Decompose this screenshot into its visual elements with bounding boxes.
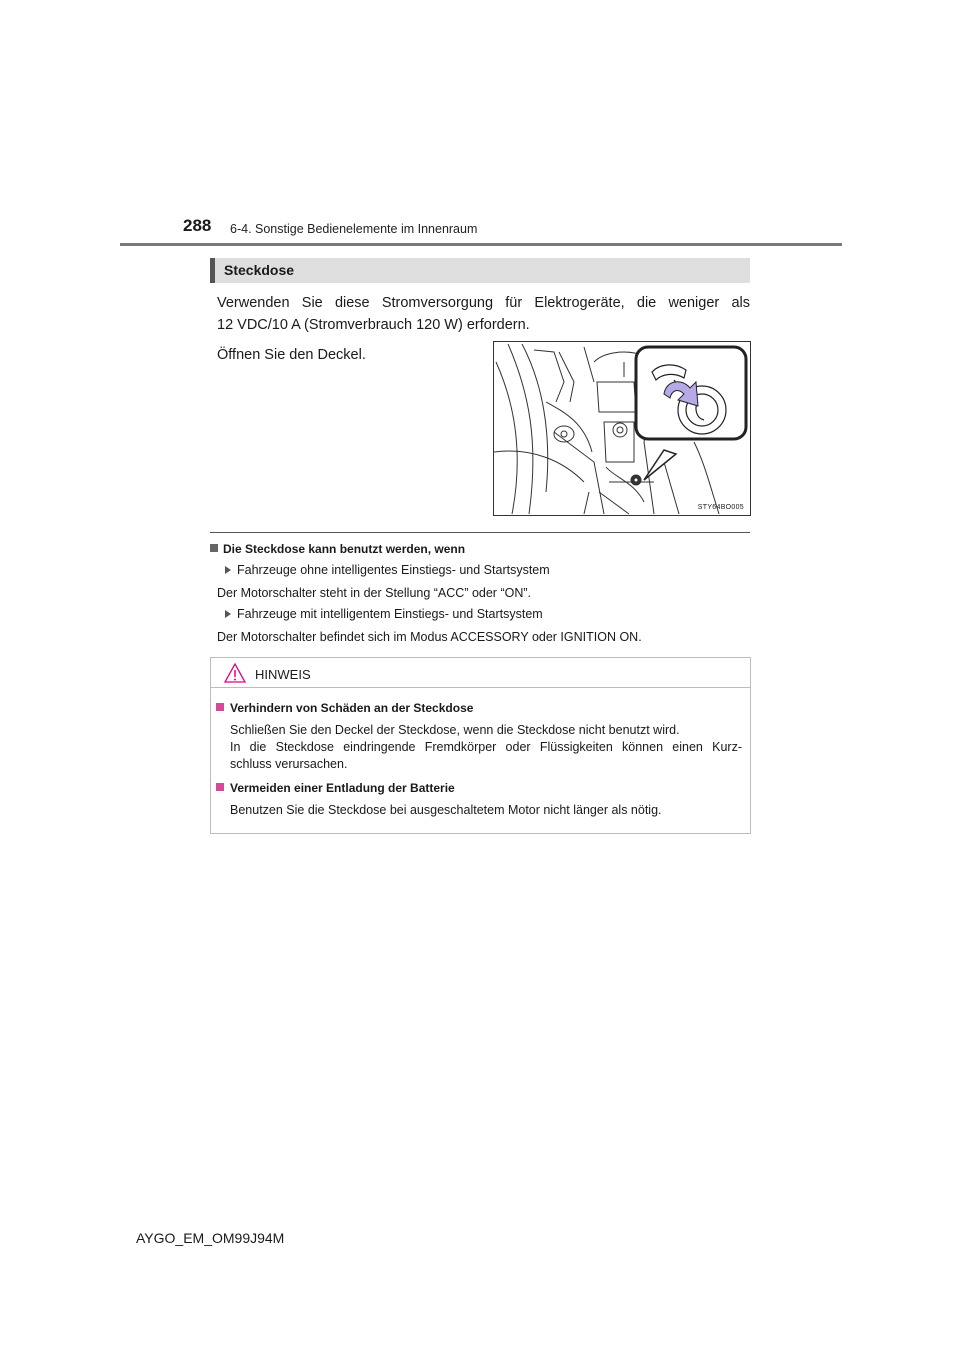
dashboard-outlet-drawing bbox=[494, 342, 750, 515]
intro-text-line-2: 12 VDC/10 A (Stromverbrauch 120 W) erfordern. bbox=[217, 317, 530, 333]
notice-box bbox=[210, 657, 751, 834]
section-accent bbox=[210, 258, 215, 283]
square-bullet-icon bbox=[210, 544, 218, 552]
notice-heading-text: Vermeiden einer Entladung der Batterie bbox=[230, 781, 455, 795]
condition-label-1 bbox=[225, 563, 550, 577]
power-outlet-illustration bbox=[493, 341, 751, 516]
notice-heading-text: Verhindern von Schäden an der Steckdose bbox=[230, 701, 474, 715]
notice-item-body-1 bbox=[230, 722, 742, 773]
intro-text-line-1: Verwenden Sie diese Stromversorgung für Elektrogeräte, die weniger als bbox=[217, 295, 750, 311]
header-divider bbox=[120, 243, 842, 246]
notice-line: In die Steckdose eindringende Fremdkörper oder Flüssigkeiten können einen Kurz- bbox=[230, 740, 742, 754]
section-heading-bar bbox=[210, 258, 750, 283]
notice-line: Schließen Sie den Deckel der Steckdose, wenn die Steckdose nicht benutzt wird. bbox=[230, 723, 680, 737]
notice-line: Benutzen Sie die Steckdose bei ausgeschaltetem Motor nicht länger als nötig. bbox=[230, 803, 662, 817]
notice-item-body-2 bbox=[230, 802, 742, 819]
triangle-bullet-icon bbox=[225, 566, 231, 574]
page-number: 288 bbox=[183, 216, 212, 235]
figure-code: STY64BO005 bbox=[697, 504, 744, 511]
section-divider bbox=[210, 532, 750, 533]
conditions-title: Die Steckdose kann benutzt werden, wenn bbox=[223, 542, 466, 556]
notice-title: HINWEIS bbox=[255, 667, 311, 682]
pink-square-bullet-icon bbox=[216, 703, 224, 711]
pink-square-bullet-icon bbox=[216, 783, 224, 791]
condition-text-1: Der Motorschalter steht in der Stellung “ACC” oder “ON”. bbox=[217, 586, 531, 600]
condition-label-text: Fahrzeuge mit intelligentem Einstiegs- und Startsystem bbox=[237, 607, 543, 621]
section-title: Steckdose bbox=[224, 262, 295, 278]
instruction-text: Öffnen Sie den Deckel. bbox=[217, 347, 366, 363]
condition-text-2: Der Motorschalter befindet sich im Modus ACCESSORY oder IGNITION ON. bbox=[217, 630, 642, 644]
triangle-bullet-icon bbox=[225, 610, 231, 618]
warning-triangle-icon bbox=[224, 663, 246, 683]
document-id: AYGO_EM_OM99J94M bbox=[136, 1230, 285, 1246]
condition-label-2 bbox=[225, 607, 543, 621]
conditions-heading bbox=[210, 542, 465, 556]
notice-line: schluss verursachen. bbox=[230, 757, 348, 771]
notice-header bbox=[211, 658, 750, 688]
notice-item-heading-1 bbox=[216, 701, 473, 715]
condition-label-text: Fahrzeuge ohne intelligentes Einstiegs- und Startsystem bbox=[237, 563, 550, 577]
notice-item-heading-2 bbox=[216, 781, 455, 795]
chapter-title: 6-4. Sonstige Bedienelemente im Innenraum bbox=[230, 222, 478, 236]
